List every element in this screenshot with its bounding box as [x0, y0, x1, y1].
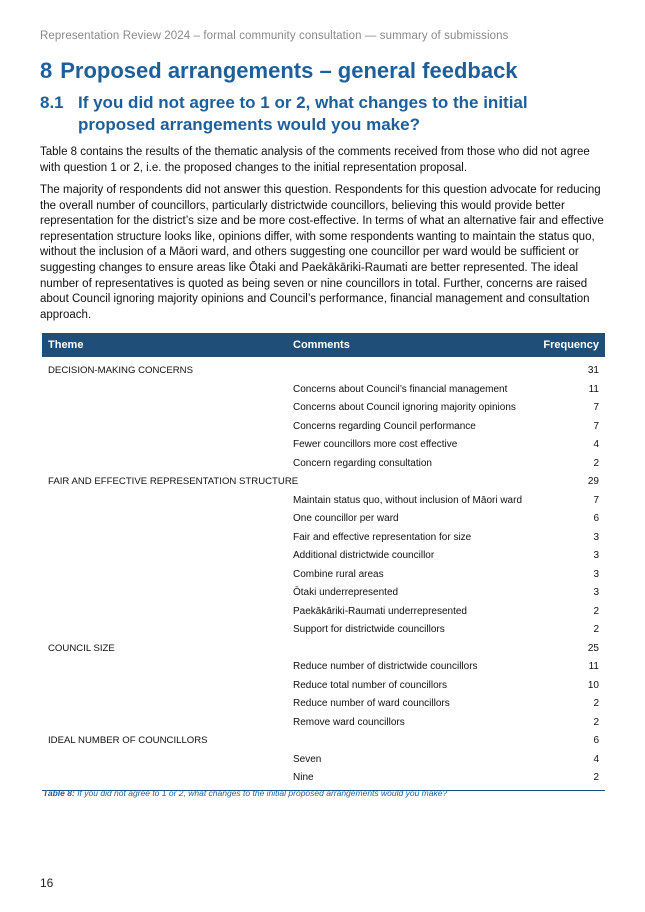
theme-total: 31: [587, 365, 599, 376]
theme-row: [42, 473, 605, 492]
caption-label: Table 8:: [43, 788, 75, 798]
comment-text: Reduce number of districtwide councillors: [293, 661, 478, 672]
comment-frequency: 2: [593, 698, 599, 709]
comment-text: Remove ward councillors: [293, 716, 405, 728]
theme-row: [42, 640, 605, 659]
theme-row: [42, 362, 605, 381]
section-number: 8: [40, 58, 53, 83]
theme-total: 29: [587, 476, 599, 487]
theme-label: FAIR AND EFFECTIVE REPRESENTATION STRUCTURE: [48, 476, 299, 487]
comment-frequency: 2: [593, 772, 599, 783]
header-theme: Theme: [48, 339, 84, 351]
comment-text: Support for districtwide councillors: [293, 624, 445, 635]
comment-frequency: 4: [593, 439, 599, 450]
header-comments: Comments: [293, 339, 350, 351]
comment-text: Combine rural areas: [293, 568, 384, 580]
theme-total: 6: [593, 735, 599, 746]
table-row: [42, 418, 605, 437]
table-row: [42, 695, 605, 714]
comment-frequency: 4: [593, 753, 599, 765]
subsection-title: If you did not agree to 1 or 2, what changes to the initial proposed arrangements would you make?: [78, 93, 528, 134]
comment-frequency: 2: [593, 457, 599, 469]
caption-text: If you did not agree to 1 or 2, what changes to the initial proposed arrangements would you make?: [77, 788, 448, 798]
page-number: 16: [40, 876, 54, 890]
subsection-number: 8.1: [40, 93, 64, 112]
table-row: [42, 547, 605, 566]
table-row: [42, 621, 605, 640]
comment-frequency: 2: [593, 624, 599, 635]
comment-text: Concerns about Council ignoring majority opinions: [293, 402, 516, 413]
table-caption: [43, 788, 447, 798]
comment-text: Concerns about Council’s financial management: [293, 383, 508, 395]
comment-frequency: 3: [593, 531, 599, 543]
running-header: Representation Review 2024 – formal community consultation — summary of submissions: [40, 30, 509, 42]
theme-label: COUNCIL SIZE: [48, 642, 115, 654]
table-row: [42, 529, 605, 548]
comment-frequency: 2: [593, 605, 599, 617]
comment-frequency: 10: [587, 679, 599, 691]
comment-text: Reduce number of ward councillors: [293, 698, 450, 709]
table-row: [42, 381, 605, 400]
table-row: [42, 603, 605, 622]
theme-label: IDEAL NUMBER OF COUNCILLORS: [48, 735, 208, 746]
comment-text: One councillor per ward: [293, 513, 399, 524]
comment-frequency: 2: [593, 716, 599, 728]
comment-text: Seven: [293, 753, 322, 765]
comment-frequency: 3: [593, 568, 599, 580]
comment-text: Fair and effective representation for size: [293, 531, 472, 543]
comment-frequency: 11: [588, 661, 599, 672]
table-row: [42, 399, 605, 418]
comment-text: Concerns regarding Council performance: [293, 420, 476, 432]
comment-text: Paekākāriki-Raumati underrepresented: [293, 605, 467, 617]
theme-row: [42, 732, 605, 751]
summary-paragraph: The majority of respondents did not answer this question. Respondents for this question advocate for reducing the overall number of councillors, particularly districtwide councillors, believing this would provide better representation for the district’s size and be more cost-effective. In terms of what an alternative fair and effective representation structure looks like, opinions differ, with some respondents wanting to maintain the status quo, without the inclusion of a Māori ward, and others suggesting one councillor per ward would be sufficient or suggesting changes to ensure areas like Ōtaki and Paekākāriki-Raumati are better represented. The ideal number of representatives is quoted as being seven or nine councillors in total. Further, concerns are raised about Council ignoring majority opinions and Council’s performance, financial management and consultation approach.: [40, 184, 604, 321]
comment-frequency: 11: [588, 383, 599, 395]
comment-text: Additional districtwide councillor: [293, 550, 435, 561]
comment-frequency: 7: [593, 402, 599, 413]
comment-frequency: 6: [593, 513, 599, 524]
header-frequency: Frequency: [543, 339, 599, 351]
table-row: [42, 658, 605, 677]
comment-text: Ōtaki underrepresented: [293, 587, 399, 598]
table-row: [42, 492, 605, 511]
section-title: Proposed arrangements – general feedback: [60, 58, 518, 83]
table-body: [42, 362, 605, 788]
intro-paragraph: Table 8 contains the results of the thematic analysis of the comments received from those who did not agree with question 1 or 2, i.e. the proposed changes to the initial representation proposal.: [40, 146, 590, 174]
comment-text: Fewer councillors more cost effective: [293, 439, 458, 450]
table-row: [42, 714, 605, 733]
feedback-table: [42, 333, 605, 791]
comment-frequency: 3: [593, 587, 599, 598]
table-row: [42, 769, 605, 788]
comment-text: Reduce total number of councillors: [293, 679, 447, 691]
comment-frequency: 7: [593, 494, 599, 506]
table-row: [42, 751, 605, 770]
comment-frequency: 3: [593, 550, 599, 561]
table-row: [42, 510, 605, 529]
table-row: [42, 584, 605, 603]
comment-frequency: 7: [593, 420, 599, 432]
table-row: [42, 436, 605, 455]
theme-label: DECISION-MAKING CONCERNS: [48, 365, 193, 376]
comment-text: Concern regarding consultation: [293, 457, 432, 469]
comment-text: Nine: [293, 772, 314, 783]
section-heading: [40, 58, 518, 84]
comment-text: Maintain status quo, without inclusion of Māori ward: [293, 494, 523, 506]
theme-total: 25: [587, 642, 599, 654]
table-row: [42, 455, 605, 474]
table-row: [42, 566, 605, 585]
table-header: [42, 333, 605, 357]
table-row: [42, 677, 605, 696]
subsection-heading: [40, 92, 600, 136]
